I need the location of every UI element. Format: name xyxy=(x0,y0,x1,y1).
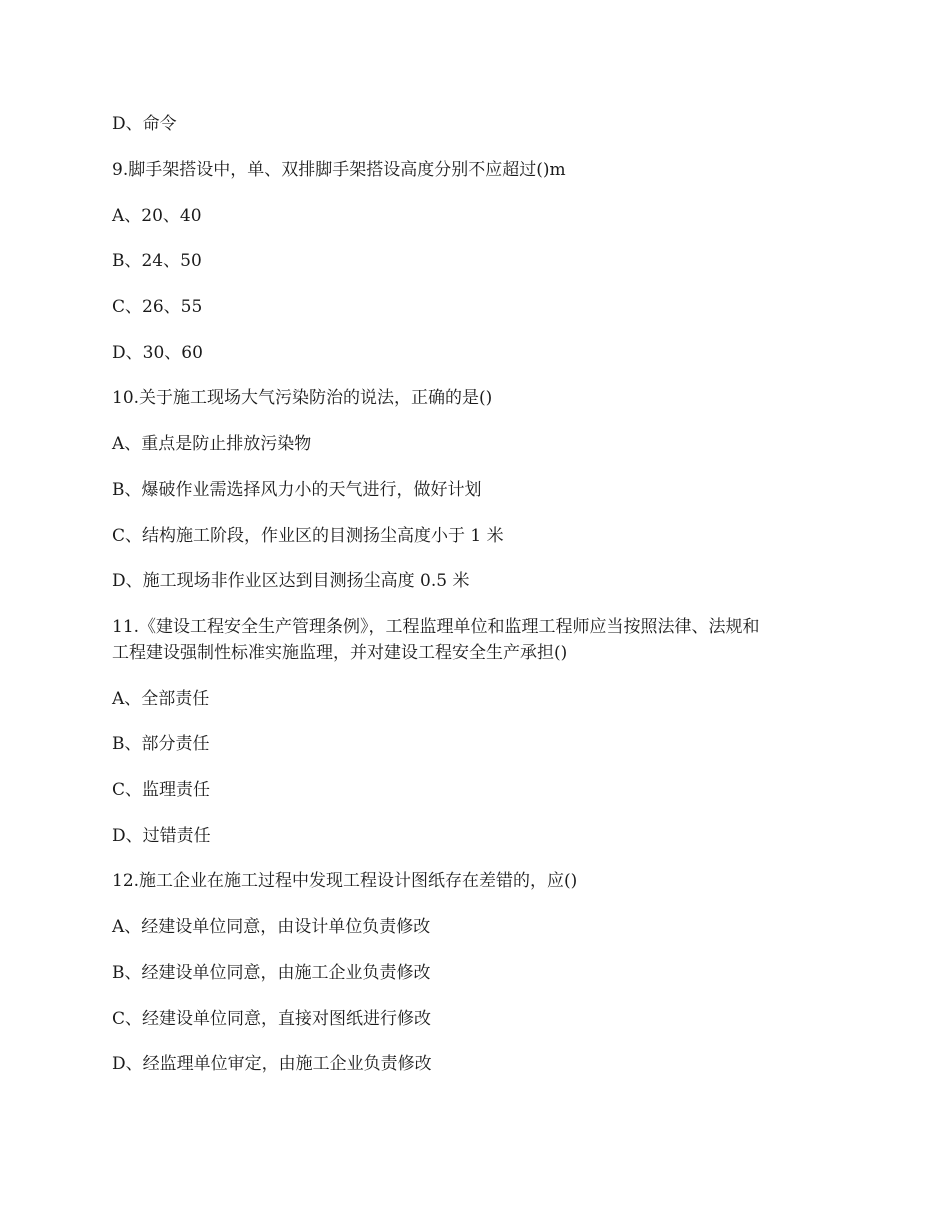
option-12b: B、经建设单位同意，由施工企业负责修改 xyxy=(112,963,431,983)
option-12a: A、经建设单位同意，由设计单位负责修改 xyxy=(112,917,431,937)
question-10: 10.关于施工现场大气污染防治的说法，正确的是() xyxy=(112,388,493,408)
option-12c: C、经建设单位同意，直接对图纸进行修改 xyxy=(112,1009,432,1029)
option-10b: B、爆破作业需选择风力小的天气进行，做好计划 xyxy=(112,480,482,500)
option-11a: A、全部责任 xyxy=(112,689,210,709)
option-11c: C、监理责任 xyxy=(112,780,211,800)
option-9a: A、20、40 xyxy=(112,206,202,226)
question-12: 12.施工企业在施工过程中发现工程设计图纸存在差错的，应() xyxy=(112,871,578,891)
option-8d: D、命令 xyxy=(112,114,177,134)
question-11-line-1: 11.《建设工程安全生产管理条例》，工程监理单位和监理工程师应当按照法律、法规和 xyxy=(112,617,760,637)
option-9d: D、30、60 xyxy=(112,343,203,363)
option-9b: B、24、50 xyxy=(112,251,202,271)
option-10d: D、施工现场非作业区达到目测扬尘高度 0.5 米 xyxy=(112,571,470,591)
option-10c: C、结构施工阶段，作业区的目测扬尘高度小于 1 米 xyxy=(112,526,504,546)
option-9c: C、26、55 xyxy=(112,297,203,317)
option-10a: A、重点是防止排放污染物 xyxy=(112,434,312,454)
option-12d: D、经监理单位审定，由施工企业负责修改 xyxy=(112,1054,432,1074)
question-9: 9.脚手架搭设中，单、双排脚手架搭设高度分别不应超过()m xyxy=(112,160,566,180)
question-11-line-2: 工程建设强制性标准实施监理，并对建设工程安全生产承担() xyxy=(112,643,568,663)
option-11d: D、过错责任 xyxy=(112,826,211,846)
option-11b: B、部分责任 xyxy=(112,734,210,754)
